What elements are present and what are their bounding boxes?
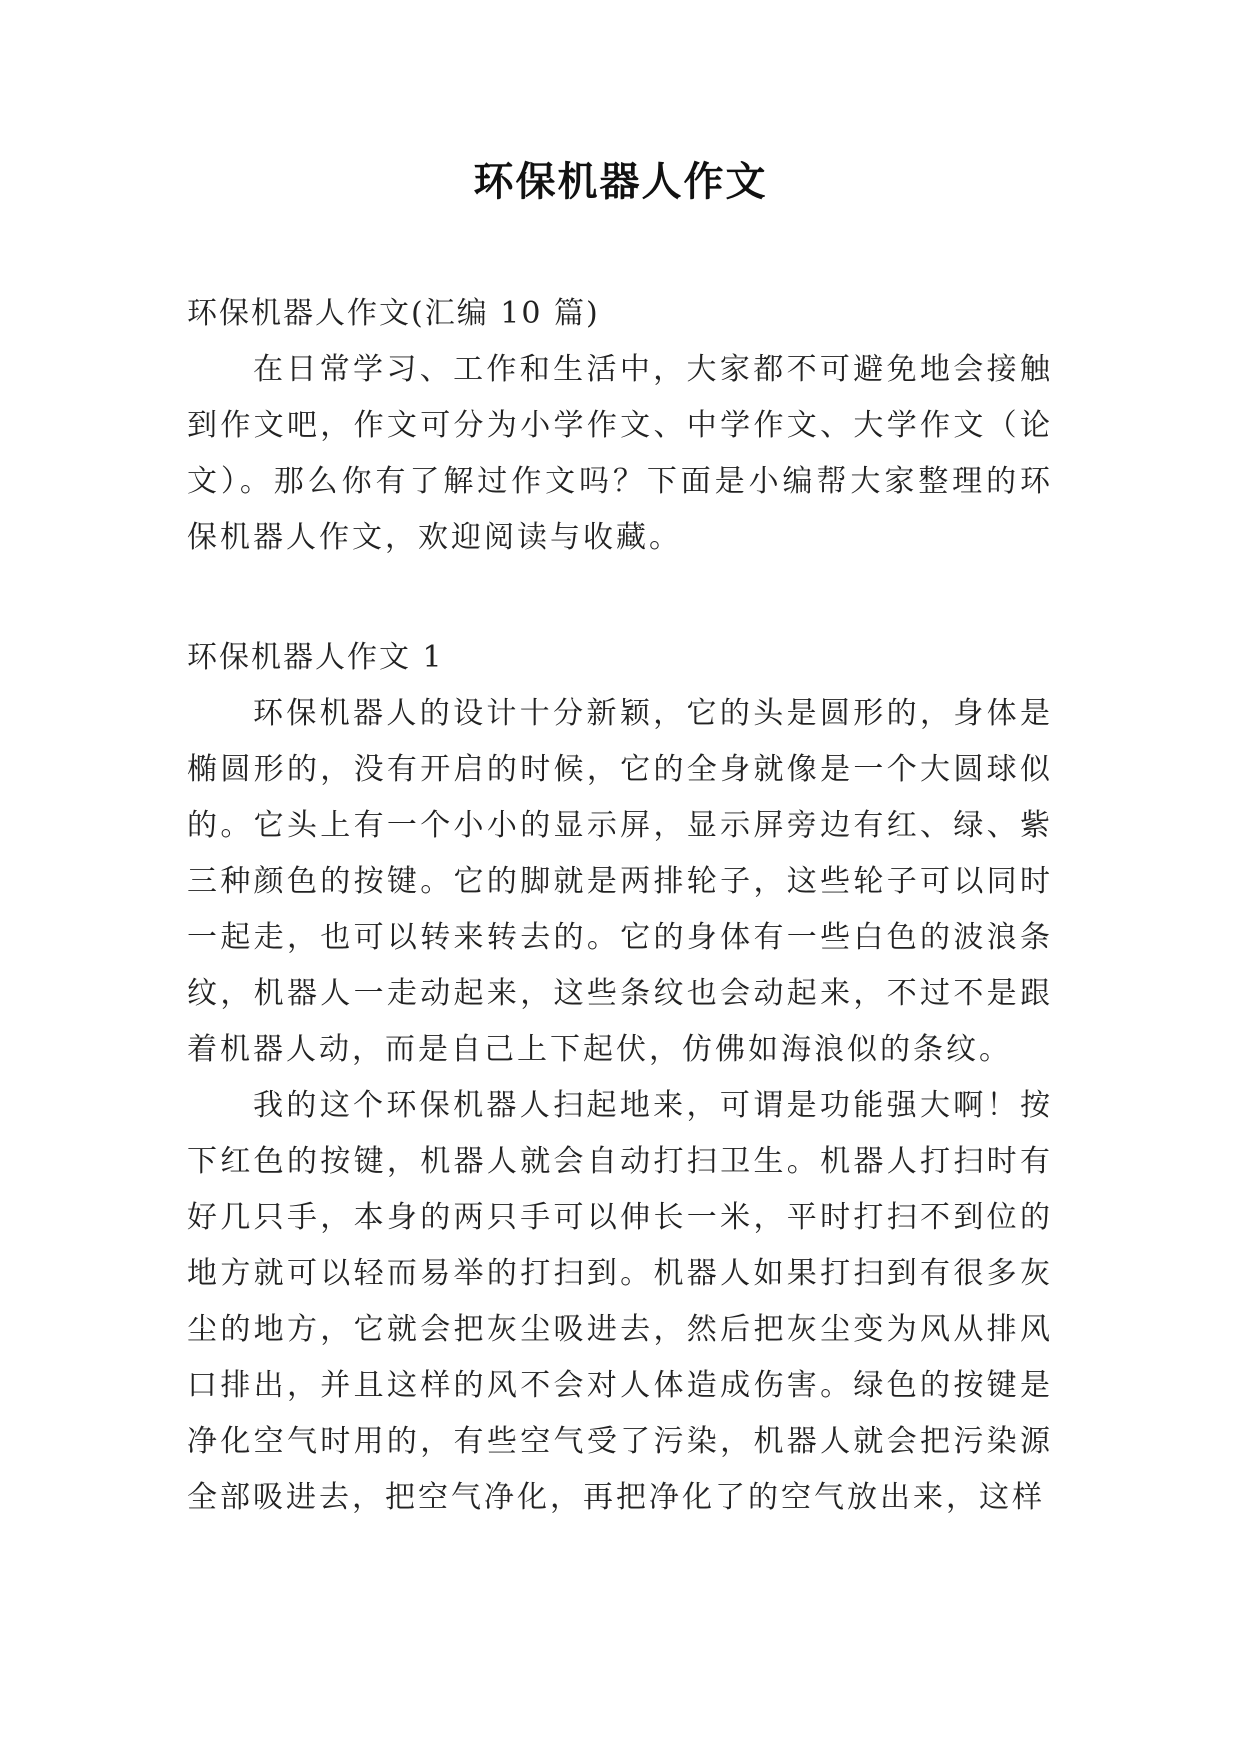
- intro-paragraph: 在日常学习、工作和生活中，大家都不可避免地会接触到作文吧，作文可分为小学作文、中学作文、大学作文（论文）。那么你有了解过作文吗？下面是小编帮大家整理的环保机器人作文，欢迎阅读与收藏。: [187, 352, 1053, 555]
- section-1-paragraph-1: 环保机器人的设计十分新颖，它的头是圆形的，身体是椭圆形的，没有开启的时候，它的全身就像是一个大圆球似的。它头上有一个小小的显示屏，显示屏旁边有红、绿、紫三种颜色的按键。它的脚就是两排轮子，这些轮子可以同时一起走，也可以转来转去的。它的身体有一些白色的波浪条纹，机器人一走动起来，这些条纹也会动起来，不过不是跟着机器人动，而是自己上下起伏，仿佛如海浪似的条纹。: [187, 696, 1053, 1067]
- document-body: [187, 286, 1053, 1526]
- collection-subtitle: 环保机器人作文(汇编 10 篇): [187, 296, 600, 331]
- document-title: 环保机器人作文: [473, 158, 768, 205]
- section-heading-1: 环保机器人作文 1: [187, 640, 444, 675]
- section-1-paragraph-2: 我的这个环保机器人扫起地来，可谓是功能强大啊！按下红色的按键，机器人就会自动打扫卫生。机器人打扫时有好几只手，本身的两只手可以伸长一米，平时打扫不到位的地方就可以轻而易举的打扫到。机器人如果打扫到有很多灰尘的地方，它就会把灰尘吸进去，然后把灰尘变为风从排风口排出，并且这样的风不会对人体造成伤害。绿色的按键是净化空气时用的，有些空气受了污染，机器人就会把污染源全部吸进去，把空气净化，再把净化了的空气放出来，这样: [187, 1088, 1053, 1515]
- section-spacer: [187, 566, 1053, 624]
